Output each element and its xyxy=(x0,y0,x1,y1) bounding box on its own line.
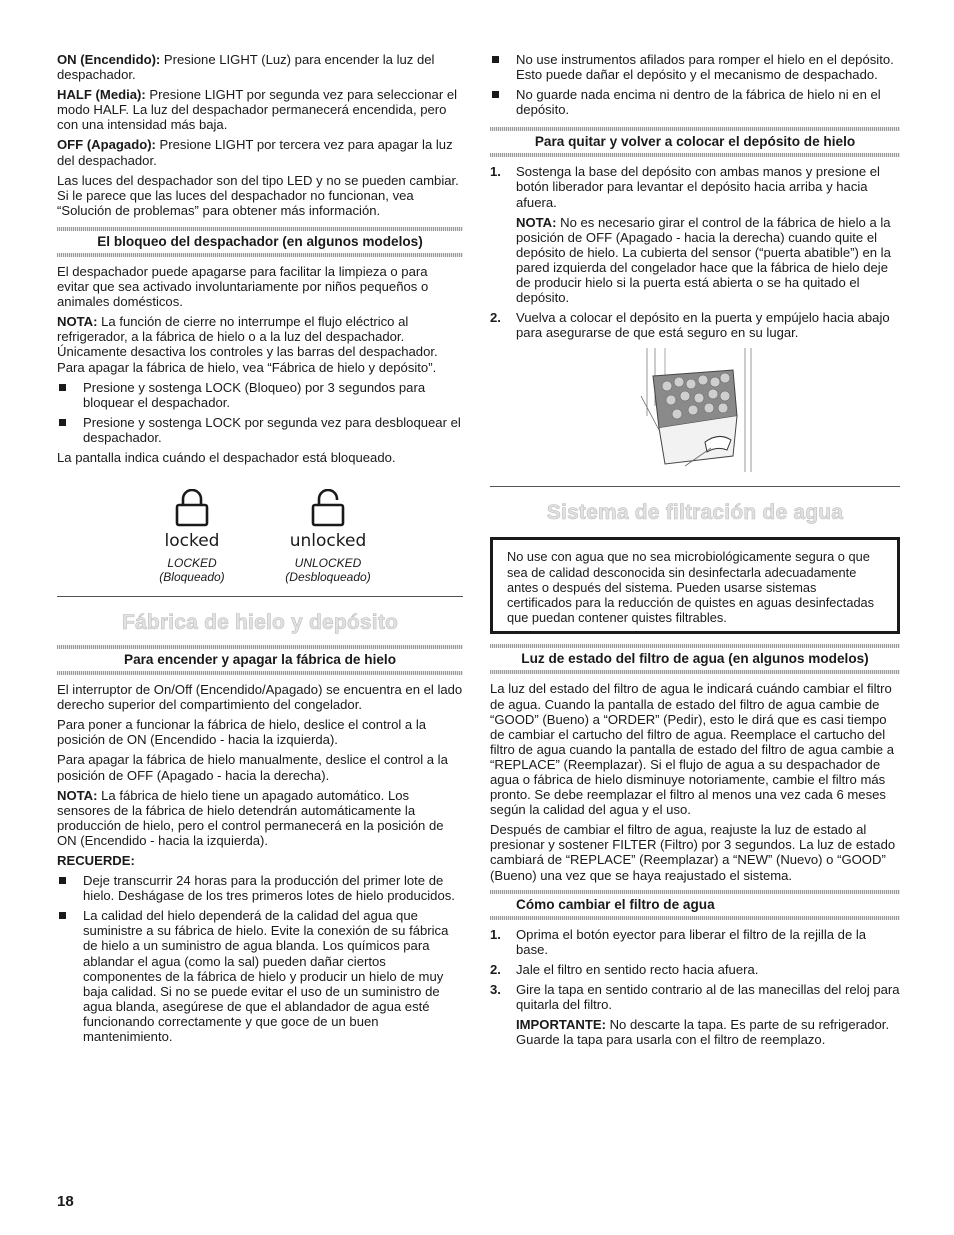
bullet-right-1: No use instrumentos afilados para romper el hielo en el depósito. Esto puede dañar el depósito y el mecanismo de despachado. xyxy=(490,52,900,82)
subheading-ice-onoff: Para encender y apagar la fábrica de hielo xyxy=(57,645,463,675)
paragraph-display: La pantalla indica cuándo el despachador está bloqueado. xyxy=(57,449,396,465)
right-column xyxy=(490,52,900,1052)
paragraph-ice-nota: NOTA: La fábrica de hielo tiene un apagado automático. Los sensores de la fábrica de hielo detendrán automáticamente la producción de hielo, pero el control permanecerá en la posición de ON (Encendido - hacia la izquierda). xyxy=(57,787,444,848)
subheading-change-filter: Cómo cambiar el filtro de agua xyxy=(490,890,900,920)
paragraph-led: Las luces del despachador son del tipo LED y no se pueden cambiar. Si le parece que las luces del despachador no funcionan, vea “Solución de problemas” para obtener más información. xyxy=(57,172,459,218)
paragraph-light-1: La luz del estado del filtro de agua le indicará cuándo cambiar el filtro de agua. Cuando la pantalla de estado del filtro de agua cambie de “GOOD” (Bueno) a “ORDER” (Pedir), esto le dirá que es casi tiempo de cambiar el cartucho del filtro de agua. Reemplace el cartucho del filtro de agua cuando la pantalla de estado del filtro de agua cambie a “REPLACE” (Reemplazar). Si el flujo de agua a su despachador de agua o fábrica de hielo disminuye notoriamente, cambie el filtro más pronto. Se debe reemplazar el filtro al menos una vez cada 6 meses según la calidad del agua y el uso. xyxy=(490,681,895,818)
lock-icons-figure xyxy=(57,489,463,584)
step-filter-3-importante: IMPORTANTE: No descarte la tapa. Es parte de su refrigerador. Guarde la tapa para usarla con el filtro de reemplazo. xyxy=(516,1017,890,1048)
bullet-lock-2: Presione y sostenga LOCK por segunda vez para desbloquear el despachador. xyxy=(57,415,463,445)
left-column xyxy=(57,52,463,1049)
unlocked-display xyxy=(282,489,374,584)
ice-bin-drawing xyxy=(625,346,765,474)
bullet-ice-2: La calidad del hielo dependerá de la calidad del agua que suministre a su fábrica de hielo. Evite la conexión de su fábrica de hielo a un suministro de agua blanda. Los químicos para ablandar el agua (como la sal) pueden dañar ciertos componentes de la fábrica de hielo y producir un hielo de muy baja calidad. Si no se puede evitar el uso de un suministro de agua blanda, asegúrese de que el ablandador de agua esté funcionando correctamente y que goce de un buen mantenimiento. xyxy=(57,908,463,1044)
step-bin-2: 2. Vuelva a colocar el depósito en la puerta y empújelo hacia abajo para asegurarse de que está seguro en su lugar. xyxy=(490,310,890,341)
step-bin-1: 1. Sostenga la base del depósito con ambas manos y presione el botón liberador para levantar el depósito hacia arriba y hacia afuera. NOTA: No es necesario girar el control de la fábrica de hielo a la posición de OFF (Apagado - hacia la derecha) cuando quite el depósito de hielo. La cubierta del sensor (“puerta abatible”) en la pared izquierda del congelador hace que la fábrica de hielo deje de producir hielo si la puerta está abierta o se ha quitado el depósito. xyxy=(490,164,900,305)
locked-caption: LOCKED xyxy=(167,556,217,571)
step-filter-3: 3. Gire la tapa en sentido contrario al de las manecillas del reloj para quitarla del filtro. IMPORTANTE: No descarte la tapa. Es parte de su refrigerador. Guarde la tapa para usarla con el filtro de reemplazo. xyxy=(490,981,900,1048)
paragraph-light-2: Después de cambiar el filtro de agua, reajuste la luz de estado al presionar y sostener FILTER (Filtro) por 3 segundos. La luz de estado cambiará de “REPLACE” (Reemplazar) a “NEW” (Nuevo) o “GOOD” (Bueno) una vez que se haya reajustado el sistema. xyxy=(490,822,896,883)
paragraph-lock: El despachador puede apagarse para facilitar la limpieza o para evitar que sea activado involuntariamente por niños pequeños o animales domésticos. xyxy=(57,263,429,310)
subheading-lock: El bloqueo del despachador (en algunos modelos) xyxy=(57,227,463,257)
subheading-bin: Para quitar y volver a colocar el depósito de hielo xyxy=(490,127,900,157)
section-title-ice: Fábrica de hielo y depósito xyxy=(121,611,399,635)
bullet-right-2: No guarde nada encima ni dentro de la fábrica de hielo ni en el depósito. xyxy=(490,87,900,117)
step-bin-1-nota: NOTA: No es necesario girar el control de la fábrica de hielo a la posición de OFF (Apagado - hacia la derecha) cuando quite el depósito de hielo. La cubierta del sensor (“puerta abatible”) en la pared izquierda del congelador hace que la fábrica de hielo deje de producir hielo si la puerta está abierta o se ha quitado el depósito. xyxy=(516,214,891,306)
paragraph-lock-nota: NOTA: La función de cierre no interrumpe el flujo eléctrico al refrigerador, a la fábrica de hielo o a la luz del despachador. Únicamente desactiva los controles y las barras del despachador. Para apagar la fábrica de hielo, vea “Fábrica de hielo y depósito”. xyxy=(57,314,438,375)
subheading-filter-light: Luz de estado del filtro de agua (en algunos modelos) xyxy=(490,644,900,674)
unlocked-caption: UNLOCKED xyxy=(294,556,362,571)
warning-box xyxy=(490,537,900,634)
paragraph-half: HALF (Media): Presione LIGHT por segunda vez para seleccionar el modo HALF. La luz del despachador permanecerá encendida, pero con una intensidad más baja. xyxy=(57,87,458,133)
section-divider-water xyxy=(490,486,900,487)
section-title-water: Sistema de filtración de agua xyxy=(546,501,844,525)
paragraph-ice-2: Para poner a funcionar la fábrica de hielo, deslice el control a la posición de ON (Encendido - hacia la izquierda). xyxy=(57,717,427,748)
ice-bin-illustration xyxy=(490,346,900,474)
step-filter-1: 1. Oprima el botón eyector para liberar el filtro de la rejilla de la base. xyxy=(490,926,867,957)
locked-label: locked xyxy=(164,531,220,552)
locked-padlock-icon xyxy=(175,489,209,527)
locked-caption-es: (Bloqueado) xyxy=(159,570,225,585)
bullet-lock-1: Presione y sostenga LOCK (Bloqueo) por 3 segundos para bloquear el despachador. xyxy=(57,380,463,410)
recuerde-label: RECUERDE: xyxy=(57,853,135,868)
warning-text: No use con agua que no sea microbiológicamente segura o que sea de calidad desconocida sin desinfectarla adecuadamente antes o después del sistema. Pueden usarse sistemas certificados para la reducción de quistes en aguas desinfectadas que puedan contener quistes filtrables. xyxy=(507,549,875,626)
paragraph-off: OFF (Apagado): Presione LIGHT por tercera vez para apagar la luz del despachador. xyxy=(57,137,453,168)
unlocked-label: unlocked xyxy=(289,531,367,552)
unlocked-padlock-icon xyxy=(311,489,345,527)
locked-display xyxy=(146,489,238,584)
page-number: 18 xyxy=(57,1193,74,1210)
unlocked-caption-es: (Desbloqueado) xyxy=(285,570,371,585)
paragraph-on: ON (Encendido): Presione LIGHT (Luz) para encender la luz del despachador. xyxy=(57,52,435,83)
paragraph-ice-3: Para apagar la fábrica de hielo manualmente, deslice el control a la posición de OFF (Apagado - hacia la derecha). xyxy=(57,752,448,783)
step-filter-2: 2. Jale el filtro en sentido recto hacia afuera. xyxy=(490,961,759,977)
paragraph-ice-1: El interruptor de On/Off (Encendido/Apagado) se encuentra en el lado derecho superior del compartimiento del congelador. xyxy=(57,682,463,713)
bullet-ice-1: Deje transcurrir 24 horas para la producción del primer lote de hielo. Deshágase de los tres primeros lotes de hielo producidos. xyxy=(57,873,463,903)
section-divider xyxy=(57,596,463,597)
